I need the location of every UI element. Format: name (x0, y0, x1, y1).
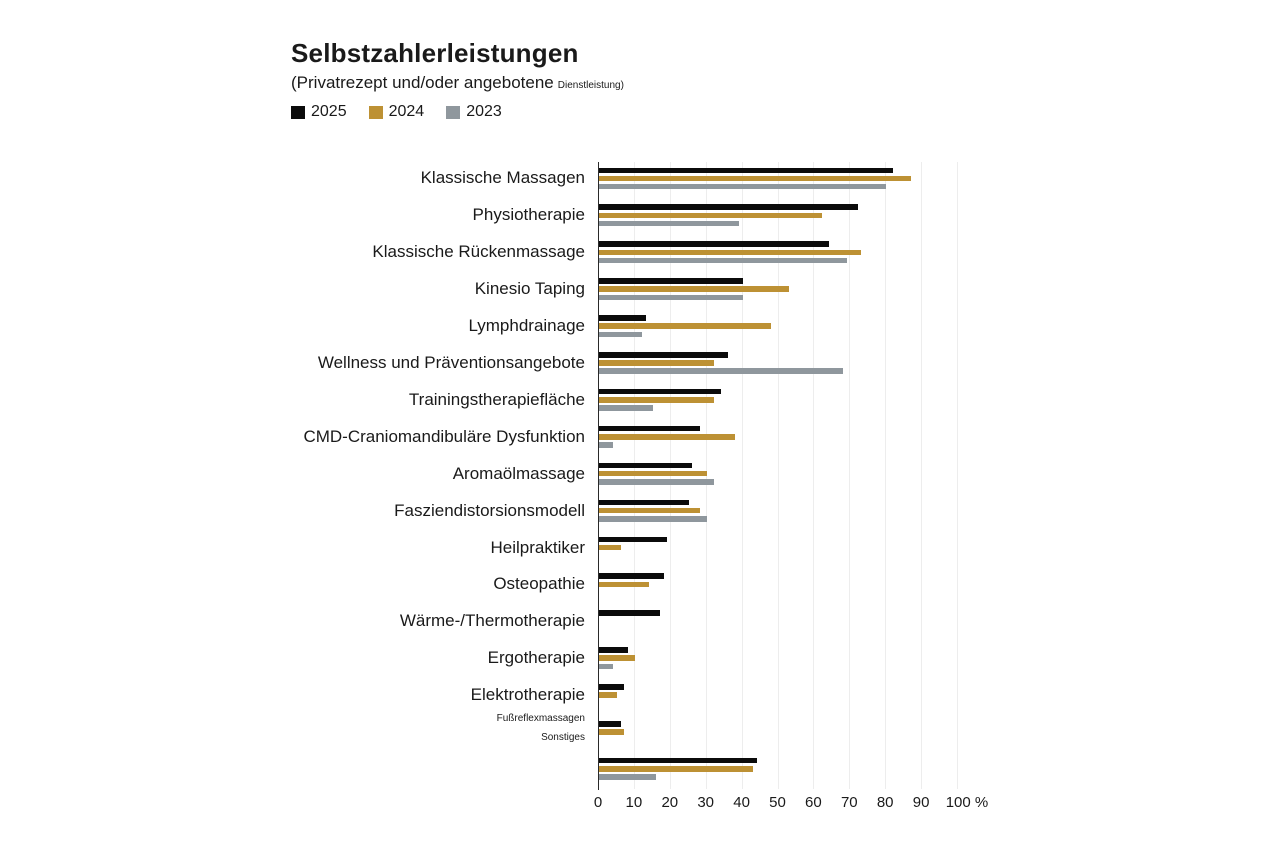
bar-2024 (599, 323, 771, 329)
bar-2024 (599, 250, 861, 256)
category-label: Aromaölmassage (452, 463, 585, 483)
x-tick-label: 10 (625, 794, 643, 811)
bar-2025 (599, 610, 660, 616)
category-label: Wellness und Präventionsangebote (317, 352, 585, 372)
bar-2025 (599, 352, 728, 358)
bar-2023 (599, 664, 613, 670)
category-label: Klassische Rückenmassage (372, 242, 585, 262)
x-tick-label: 80 (876, 794, 894, 811)
bar-2023 (599, 479, 714, 485)
bar-2024 (599, 213, 822, 219)
bar-2023 (599, 516, 707, 522)
category-label: Wärme-/Thermotherapie (399, 611, 585, 631)
category-label: Sonstiges (541, 731, 585, 743)
bar-2024 (599, 766, 753, 772)
category-label: Ergotherapie (487, 648, 585, 668)
category-label: Trainingstherapiefläche (408, 389, 585, 409)
x-tick-label: 40 (733, 794, 750, 811)
bar-2025 (599, 204, 858, 210)
bar-2024 (599, 286, 789, 292)
bar-2023 (599, 295, 743, 301)
gridline (885, 162, 886, 789)
bar-2025 (599, 721, 621, 727)
bar-2023 (599, 405, 653, 411)
subtitle-main: (Privatrezept und/oder angebotene (291, 73, 554, 92)
bar-2024 (599, 176, 911, 182)
x-tick-label: 70 (840, 794, 858, 811)
category-label: Kinesio Taping (474, 279, 585, 299)
bar-2024 (599, 582, 649, 588)
category-label: Elektrotherapie (470, 685, 585, 705)
x-tick-label: 60 (805, 794, 822, 811)
chart-title: Selbstzahlerleistungen (291, 38, 579, 68)
bar-2025 (599, 463, 692, 469)
bar-2023 (599, 368, 843, 374)
bar-2024 (599, 508, 700, 514)
bar-2023 (599, 442, 613, 448)
legend-label: 2023 (466, 103, 502, 120)
gridline (778, 162, 779, 789)
x-tick-label: 30 (697, 794, 715, 811)
gridline (813, 162, 814, 789)
subtitle-small: Dienstleistung) (557, 80, 624, 91)
bar-2024 (599, 471, 707, 477)
category-label: Lymphdrainage (468, 316, 585, 336)
legend-label: 2025 (311, 103, 347, 120)
bar-2025 (599, 684, 624, 690)
bar-2024 (599, 729, 624, 735)
bar-2024 (599, 545, 621, 551)
category-label: Osteopathie (493, 574, 585, 594)
x-tick-label: 50 (769, 794, 786, 811)
bar-2025 (599, 315, 646, 321)
bar-2024 (599, 360, 714, 366)
legend-label: 2024 (388, 103, 425, 120)
bar-2025 (599, 389, 721, 395)
bar-2025 (599, 537, 667, 543)
bar-2025 (599, 758, 757, 764)
bar-2025 (599, 241, 829, 247)
bar-2024 (599, 655, 635, 661)
bar-2023 (599, 332, 642, 338)
x-tick-label: 20 (661, 794, 679, 811)
bar-2024 (599, 397, 714, 403)
bar-2024 (599, 692, 617, 698)
bar-2024 (599, 434, 735, 440)
gridline (921, 162, 922, 789)
bar-2025 (599, 573, 664, 579)
gridline (957, 162, 958, 789)
category-label: Heilpraktiker (490, 537, 585, 557)
gridline (849, 162, 850, 789)
x-tick-label: 100 % (945, 794, 989, 811)
bar-2025 (599, 647, 628, 653)
category-label: Klassische Massagen (420, 168, 585, 188)
bar-2025 (599, 426, 700, 432)
bar-2023 (599, 184, 886, 190)
bar-2023 (599, 258, 847, 264)
bar-2023 (599, 774, 656, 780)
category-label: CMD-Craniomandibuläre Dysfunktion (303, 426, 585, 446)
category-label: Fußreflexmassagen (496, 713, 585, 724)
bar-2025 (599, 168, 893, 174)
category-label: Fasziendistorsionsmodell (394, 500, 585, 520)
bar-2025 (599, 278, 743, 284)
category-label: Physiotherapie (472, 205, 585, 225)
x-tick-label: 90 (912, 794, 930, 811)
bar-2023 (599, 221, 739, 227)
x-tick-label: 0 (593, 794, 603, 811)
gridline (742, 162, 743, 789)
bar-2025 (599, 500, 689, 506)
